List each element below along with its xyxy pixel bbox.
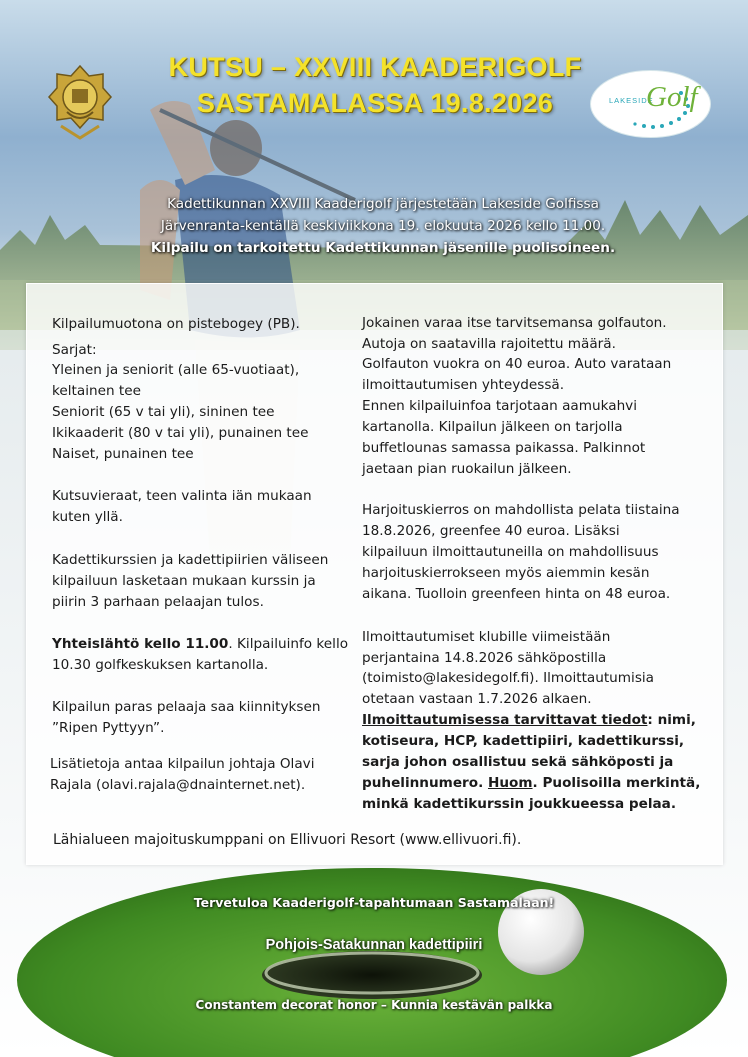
- team-line-2: kilpailuun lasketaan mukaan kurssin ja: [52, 573, 316, 589]
- series-3: Ikikaaderit (80 v tai yli), punainen tee: [52, 425, 309, 441]
- registration-line-2: perjantaina 14.8.2026 sähköpostilla: [362, 650, 607, 666]
- kadettikunta-crest-icon: [47, 64, 113, 140]
- guests-line-2: kuten yllä.: [52, 509, 123, 525]
- meal-line-3: buffetlounas samassa paikassa. Palkinnot: [362, 440, 646, 456]
- meal-line-1: Ennen kilpailuinfoa tarjotaan aamukahvi: [362, 398, 638, 414]
- practice-line-3: kilpailuun ilmoittautuneilla on mahdollisuus: [362, 544, 659, 560]
- required-info-line-2: kotiseura, HCP, kadettipiiri, kadettikurssi,: [362, 733, 685, 749]
- meal-line-4: jaetaan pian ruokailun jälkeen.: [362, 461, 572, 477]
- registration-line-3: (toimisto@lakesidegolf.fi). Ilmoittautumisia: [362, 670, 655, 686]
- logo-brand-top: LAKESIDE: [609, 96, 654, 105]
- meal-line-2: kartanolla. Kilpailun jälkeen on tarjolla: [362, 419, 623, 435]
- contact-line-1: Lisätietoja antaa kilpailun johtaja Olavi: [50, 756, 315, 772]
- organizer-text: Pohjois-Satakunnan kadettipiiri: [265, 937, 483, 953]
- required-info-label: Ilmoittautumisessa tarvittavat tiedot: [362, 712, 648, 728]
- lakeside-golf-logo: [589, 69, 712, 139]
- practice-line-1: Harjoituskierros on mahdollista pelata tiistaina: [362, 502, 680, 518]
- cart-line-1: Jokainen varaa itse tarvitsemansa golfauton.: [362, 315, 667, 331]
- series-4: Naiset, punainen tee: [52, 446, 194, 462]
- series-2: Seniorit (65 v tai yli), sininen tee: [52, 404, 275, 420]
- practice-line-2: 18.8.2026, greenfee 40 euroa. Lisäksi: [362, 523, 620, 539]
- start-line-2: 10.30 golfkeskuksen kartanolla.: [52, 657, 269, 673]
- intro-line-3: Kilpailu on tarkoitettu Kadettikunnan jäsenille puolisoineen.: [150, 240, 616, 256]
- required-info-line-3: sarja johon osallistuu sekä sähköposti ja: [362, 754, 674, 770]
- practice-line-5: aikana. Tuolloin greenfeen hinta on 48 euroa.: [362, 586, 671, 602]
- series-1a: Yleinen ja seniorit (alle 65-vuotiaat),: [52, 362, 300, 378]
- start-info-rest: . Kilpailuinfo kello: [228, 636, 349, 652]
- title-line-2: SASTAMALASSA 19.8.2026: [196, 88, 554, 118]
- start-line-1: [52, 634, 348, 655]
- best-player-line-2: ”Ripen Pyttyyn”.: [52, 720, 165, 736]
- partner-text: Lähialueen majoituskumppani on Ellivuori Resort (www.ellivuori.fi).: [53, 832, 522, 848]
- cart-line-3: Golfauton vuokra on 40 euroa. Auto varataan: [362, 356, 672, 372]
- spouse-note: . Puolisoilla merkintä,: [532, 775, 701, 791]
- format-text: Kilpailumuotona on pistebogey (PB).: [52, 316, 300, 332]
- logo-brand-script: Golf: [646, 81, 698, 113]
- series-1b: keltainen tee: [52, 383, 141, 399]
- title-line-1: KUTSU – XXVIII KAADERIGOLF: [168, 52, 582, 82]
- intro-line-1: Kadettikunnan XXVIII Kaaderigolf järjestetään Lakeside Golfissa: [167, 196, 599, 212]
- sarjat-heading: Sarjat:: [52, 342, 97, 358]
- required-info-line-5: minkä kadettikurssin joukkueessa pelaa.: [362, 796, 677, 812]
- phone-word: puhelinnumero.: [362, 775, 484, 791]
- required-info-line-1: [362, 710, 696, 731]
- cart-line-4: ilmoittautumisen yhteydessä.: [362, 377, 565, 393]
- cart-line-2: Autoja on saatavilla rajoitettu määrä.: [362, 336, 616, 352]
- welcome-text: Tervetuloa Kaaderigolf-tapahtumaan Sastamalaan!: [193, 895, 555, 910]
- practice-line-4: harjoituskierrokseen myös aiemmin kesän: [362, 565, 650, 581]
- required-info-line-4: [362, 773, 700, 794]
- motto-text: Constantem decorat honor – Kunnia kestävän palkka: [195, 998, 553, 1012]
- best-player-line-1: Kilpailun paras pelaaja saa kiinnityksen: [52, 699, 321, 715]
- registration-line-4: otetaan vastaan 1.7.2026 alkaen.: [362, 691, 592, 707]
- contact-line-2: Rajala (olavi.rajala@dnainternet.net).: [50, 777, 306, 793]
- registration-line-1: Ilmoittautumiset klubille viimeistään: [362, 629, 611, 645]
- start-time-bold: Yhteislähtö kello 11.00: [52, 636, 229, 652]
- guests-line-1: Kutsuvieraat, teen valinta iän mukaan: [52, 488, 312, 504]
- required-info-rest: : nimi,: [647, 712, 696, 728]
- huom-word: Huom: [487, 775, 533, 791]
- team-line-1: Kadettikurssien ja kadettipiirien väliseen: [52, 552, 329, 568]
- intro-line-2: Järvenranta-kentällä keskiviikkona 19. elokuuta 2026 kello 11.00.: [160, 218, 606, 234]
- team-line-3: piirin 3 parhaan pelaajan tulos.: [52, 594, 264, 610]
